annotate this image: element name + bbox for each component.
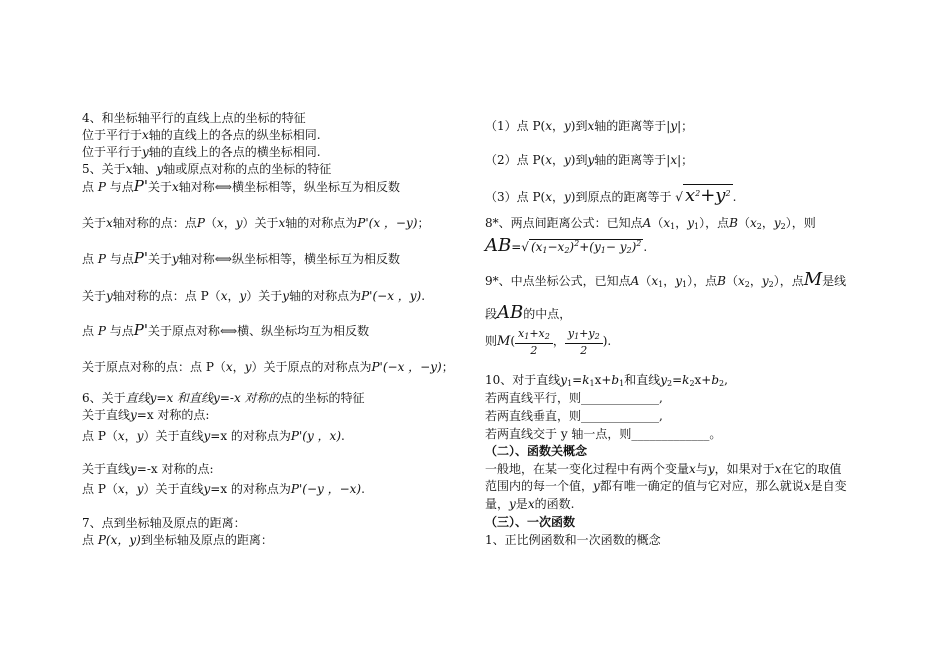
section8-text: 8*、两点间距离公式：已知点$A(x_1$，$y_1$），点$B(x_2$，$y_2$），则: [485, 216, 816, 231]
section5-y-rule: 点 P 与点P'关于y轴对称⟺纵坐标相等，横坐标互为相反数: [82, 249, 400, 267]
linear-function-item1: 1、正比例函数和一次函数的概念: [485, 533, 661, 547]
section6-y-minus-x-heading: 关于直线y=-x 对称的点:: [82, 462, 214, 476]
section6-yx-point: 点 P（x，y）关于直线y=x 的对称点为P'(y ，x).: [82, 429, 345, 443]
section10-parallel: 若两直线平行，则_____________,: [485, 391, 663, 405]
midpoint-y-fraction: $\frac{y_1+y_2}{2}$: [565, 327, 603, 357]
section7-subtitle: 点 P(x，y)到坐标轴及原点的距离：: [82, 533, 273, 547]
section8-formula: AB=√ $(x_1-x_2)^2+(y_1- y_2)^2$ .: [485, 235, 648, 256]
section5-origin-rule: 点 P 与点P'关于原点对称⟺横、纵坐标均互为相反数: [82, 321, 370, 339]
section4-y-parallel: 位于平行于y轴的直线上的各点的横坐标相同.: [82, 145, 321, 159]
section5-y-point: 关于y轴对称的点：点 P（x，y）关于y轴的对称点为P'(−x ，y).: [82, 289, 426, 303]
sqrt-expression: $x^2+y^2$: [684, 185, 731, 206]
section5-x-rule: 点 P 与点P'关于x轴对称⟺横坐标相等，纵坐标互为相反数: [82, 177, 400, 195]
heading-function-concept: （二）、函数关概念: [485, 444, 588, 458]
section9-text: 9*、中点坐标公式，已知点$A(x_1$，$y_1$），点$B(x_2$，$y_2$），点M是线: [485, 269, 847, 290]
distance-to-x-axis: （1）点 P(x，y)到x轴的距离等于|y|；: [485, 119, 694, 133]
section9-segment: 段AB的中点，: [485, 302, 572, 323]
function-definition-line3: 量，y是x的函数.: [485, 497, 575, 511]
section9-formula: 则M( $\frac{x_1+x_2}{2}$ ， $\frac{y_1+y_2}{2}$ ).: [485, 326, 612, 357]
function-definition-line1: 一般地，在某一变化过程中有两个变量x与y，如果对于x在它的取值: [485, 462, 842, 476]
section4-title: 4、和坐标轴平行的直线上点的坐标的特征: [82, 111, 306, 125]
function-definition-line2: 范围内的每一个值，y都有唯一确定的值与它对应，那么就说x是自变: [485, 479, 847, 493]
section5-title: 5、关于x轴、y轴或原点对称的点的坐标的特征: [82, 162, 332, 176]
midpoint-x-fraction: $\frac{x_1+x_2}{2}$: [515, 327, 553, 357]
section6-title: 6、关于直线y=x 和直线y=-x 对称的点的坐标的特征: [82, 391, 365, 405]
section7-title: 7、点到坐标轴及原点的距离：: [82, 516, 246, 530]
section10-text: 10、对于直线$y_1=k_1x+b_1$和直线$y_2=k_2x+b_2$,: [485, 373, 728, 388]
section5-origin-point: 关于原点对称的点：点 P（x，y）关于原点的对称点为P'(−x ，−y)；: [82, 360, 454, 374]
heading-linear-function: （三）、一次函数: [485, 515, 576, 529]
section4-x-parallel: 位于平行于x轴的直线上的各点的纵坐标相同.: [82, 128, 321, 142]
distance-to-y-axis: （2）点 P(x，y)到y轴的距离等于|x|；: [485, 153, 694, 167]
distance-to-origin: （3）点 P(x，y)到原点的距离等于 √ $x^2+y^2$ .: [485, 185, 737, 206]
section10-intersect: 若两直线交于 y 轴一点，则_____________。: [485, 427, 722, 441]
section5-x-point: 关于x轴对称的点：点P（x，y）关于x轴的对称点为P'(x ，−y)；: [82, 216, 430, 230]
section6-y-minus-x-point: 点 P（x，y）关于直线y=x 的对称点为P'(−y ，−x).: [82, 482, 365, 496]
section6-yx-heading: 关于直线y=x 对称的点:: [82, 408, 210, 422]
section10-perpendicular: 若两直线垂直，则_____________,: [485, 409, 663, 423]
